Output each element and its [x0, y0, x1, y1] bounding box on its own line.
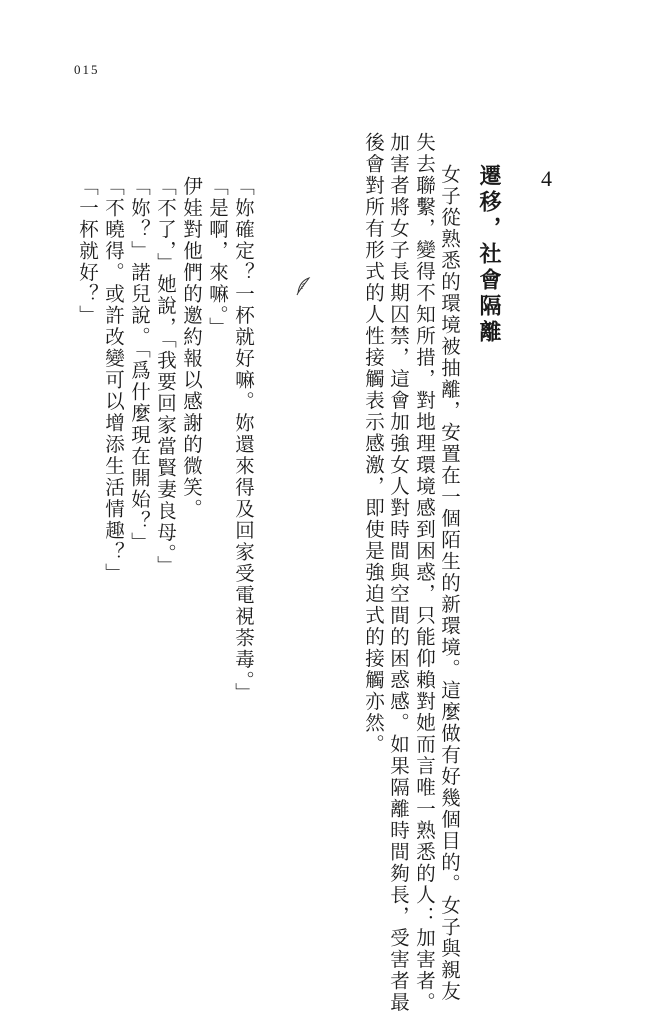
dialogue-line-1: 「妳確定？一杯就好嘛。妳還來得及回家受電視荼毒。」 [232, 176, 255, 704]
dialogue-line-4: 「不了，」她說，「我要回家當賢妻良母。」 [154, 176, 177, 577]
body-paragraph-line-1: 女子從熟悉的環境被抽離，安置在一個陌生的新環境。這麼做有好幾個目的。女子與親友 [438, 164, 461, 1003]
chapter-title: 遷移，社會隔離 [476, 164, 502, 346]
dialogue-line-7: 「一杯就好？」 [76, 176, 99, 327]
page-number: 015 [74, 62, 100, 77]
body-paragraph-line-3: 加害者將女子長期囚禁，這會加強女人對時間與空間的困惑感。如果隔離時間夠長，受害者最 [387, 132, 410, 1014]
quill-feather-icon [294, 276, 314, 296]
dialogue-line-5: 「妳？」諾兒說。「爲什麼現在開始？」 [128, 176, 151, 554]
dialogue-line-3: 伊娃對他們的邀約報以感謝的微笑。 [180, 176, 203, 520]
chapter-number: 4 [541, 166, 552, 191]
dialogue-line-6: 「不曉得。或許改變可以增添生活情趣？」 [102, 176, 125, 585]
dialogue-line-2: 「是啊，來嘛。」 [206, 176, 229, 339]
body-paragraph-line-2: 失去聯繫，變得不知所措，對地理環境感到困惑，只能仰賴對她而言唯一熟悉的人：加害者。 [413, 132, 436, 1014]
body-paragraph-line-4: 後會對所有形式的人性接觸表示感激，即使是強迫式的接觸亦然。 [362, 132, 385, 756]
